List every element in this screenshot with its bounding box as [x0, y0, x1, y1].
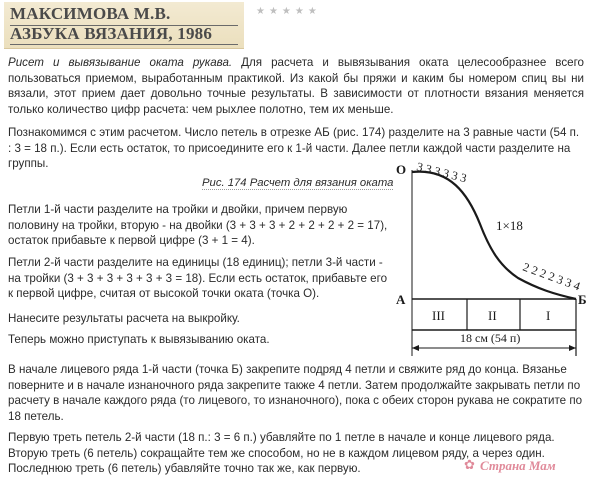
dimension-arrow-right — [569, 345, 576, 351]
paragraph-start: Теперь можно приступать к вывязыванию оката. — [8, 333, 270, 346]
paragraph-part-1: Петли 1-й части разделите на тройки и двойки, причем первую половину на тройки, вторую - на двойки (3 + 3 + 3 + 2 + 2 + 2 + 2 = 17), остаток прибавьте к первой цифре (3 + 1 = 4). — [8, 203, 388, 248]
book-header — [4, 2, 244, 49]
decorative-stars: ★★★★★ — [256, 6, 321, 17]
dimension-arrow-left — [412, 345, 419, 351]
section-label-2: II — [488, 308, 497, 323]
top-row-digits: 3 3 3 3 3 3 — [415, 159, 469, 186]
section-label-1: I — [546, 308, 551, 323]
width-dimension-label: 18 см (54 п) — [460, 331, 521, 345]
label-point-o: О — [396, 162, 407, 177]
site-watermark: Страна Мам — [480, 458, 556, 473]
section-label-3: III — [432, 308, 445, 323]
header-underline — [10, 44, 238, 45]
intro-text: Для расчета и вывязывания оката целесообразнее всего пользоваться приемом, выработанным практикой. Из какой бы пряжи и каким бы номером спиц вы ни вязали, этот прием дает довольно точные результаты. В зависимости от плотности вязания меняется только количество цифр расчета: чем рыхлее полотно, тем их меньше. — [8, 56, 584, 116]
author-name: МАКСИМОВА М.В. — [10, 4, 171, 23]
book-title: АЗБУКА ВЯЗАНИЯ, 1986 — [10, 24, 213, 43]
paragraph-pattern: Нанесите результаты расчета на выкройку. — [8, 312, 240, 325]
paragraph-decreases: Первую треть петель 2-й части (18 п.: 3 = 6 п.) убавляйте по 1 петле в начале и конце лицевого ряда. Вторую треть (6 петель) сокращайте тем же способом, но не в каждом лицевом ряду, а через один. Последнюю треть (6 петель) убавляйте точно так же, как первую. — [8, 431, 555, 476]
middle-decrease-label: 1×18 — [496, 218, 523, 233]
paragraph-knitting-steps: В начале лицевого ряда 1-й части (точка Б) закрепите подряд 4 петли и свяжите ряд до конца. Вязанье поверните и в начале изнаночного ряда закрепите также 4 петли. Затем продолжайте закрывать петли по расчету в начале каждого ряда (то лицевого, то изнаночного), пока с обеих сторон рукава не сократите по 18 петель. — [8, 363, 583, 423]
paragraph-calculation: Познакомимся с этим расчетом. Число петель в отрезке АБ (рис. 174) разделите на 3 равные части (54 п. : 3 = 18 п.). Если есть остаток, то присоедините его к 1-й части. Далее петли каждой части разделите на группы. — [8, 126, 580, 171]
watermark-icon: ✿ — [464, 457, 475, 472]
paragraph-part-2-3: Петли 2-й части разделите на единицы (18 единиц); петли 3-й части - на тройки (3 + 3 + 3 + 3 + 3 + 3 = 18). Если есть остаток, прибавьте его к первой цифре, считая от высокой точки оката (точка О). — [8, 256, 388, 301]
intro-lead: Рисет и вывязывание оката рукава. — [8, 56, 233, 69]
label-point-a: А — [396, 292, 406, 307]
figure-caption: Рис. 174 Расчет для вязания оката — [202, 177, 394, 189]
sleeve-cap-diagram — [392, 158, 588, 364]
bottom-row-digits: 2 2 2 2 3 3 4 — [520, 259, 583, 294]
intro-paragraph — [8, 55, 584, 117]
label-point-b: Б — [578, 292, 587, 307]
